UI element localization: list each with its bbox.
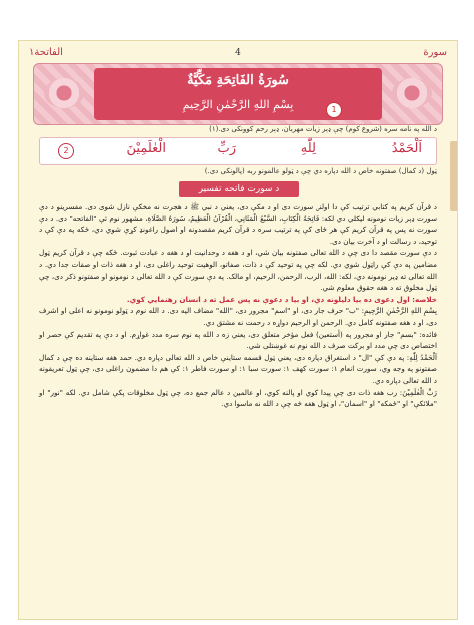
paragraph: بِسْمِ اللهِ الرَّحْمٰنِ الرَّحِيمِ: "ب" حرف جار دی، او "اسم" مجرور دی، "الله" مضاف الیه دی. د الله نوم د ټولو نومونو نه اعلی او اشرف دی، او د هغه صفتونه کامل دي. الرحمن او الرحیم دواړه د رحمت نه مشتق دي. (39, 306, 437, 327)
verse-word-2: لِلّٰهِ (300, 141, 316, 156)
running-head (29, 47, 447, 63)
ornament-left-icon (44, 78, 84, 108)
quran-page (18, 40, 458, 620)
paragraph: د دې سورت مقصد دا دی چې د الله تعالی صفتونه بیان شي، او د هغه د وحدانیت او د هغه د عبادت ثبوت. ځکه چې د قرآن کريم ټول مضامين په دې کې راټول شوي دي. لکه چې په توحید کې د ذات، صفاتو، الوهيت توحيد راغلی دی، او د هغه ذات او صفات جدا دي. د الله تعالی ته ډير نومونه دي، لکه: الله، الرب، الرحمن، الرحیم، او مالک. په دې سورت کې د الله تعالی د نومونو او صفتونو ذکر دی، چې ټول مخلوق ته د هغه حقوق معلوم شي. (39, 248, 437, 293)
surah-title: سُورَةُ الفَاتِحَةِ مَكِّيَّةٌ (187, 73, 289, 88)
verse-word-3: رَبِّ (217, 141, 236, 156)
running-head-surah: سورة (423, 47, 447, 58)
tafsir-body (39, 201, 437, 605)
paragraph-summary: خلاصه: اول دعوی ده بيا دليلونه دي، او بيا د دعوې نه پس عمل ته د انسان رهنمایي کوي. (126, 294, 437, 304)
translation-line-1: د الله په نامه سره (شروع کوم) چې ډېر زيات مهربان، ډېر رحم کوونکی دی.(١) (209, 125, 437, 133)
verse-number: 2 (58, 143, 74, 159)
paragraph: د قرآن کريم په کتابي ترتيب کې دا اولنۍ سورت دی او د مکې دی، يعني د نبي ﷺ د هجرت نه مخکې نازل شوی دی. مفسرينو د دې سورت ډېر زيات نومونه ليکلي دي لکه: فَاتِحَةُ الْكِتَابِ، السَّبْعُ الْمَثَانِي، الْقُرْآنُ الْعَظِيمُ، سُورَةُ الصَّلَاةِ، مشهور نوم ئې "الفاتحه" دی. د دې سورت نه پس په قرآن کريم کې هر ځای کې په ترتیب سره د قرآن کريم مقصدونه او اصول راغونډ کړې شوي دي، ځکه په دې کې د توحید، د رسالت او د آخرت بیان دی. (39, 202, 437, 246)
paragraph: فائده: "بسم" جار او مجرور په (أستعين) فعل مؤخر متعلق دی، يعني زه د الله په نوم سره مدد غواړم. او د دې په تقدیم کې حصر او اختصاص دی چې مدد او برکت صرف د الله نوم نه غوښتلی شي. (39, 329, 437, 351)
translation-line-2: ټول (د کمال) صفتونه خاص د الله دپاره دي چې د ټولو عالمونو ربه (پالونکی دی.) (204, 167, 437, 175)
paragraph: اَلْحَمْدُ لِلّٰهِ: په دې کې "ال" د استغراق دپاره دی، يعني ټول قسمه ستاینې خاص د الله تعالی دپاره دي. حمد هغه ستاینه ده چې د کمال صفتونو په وجه وي، سورت انعام ١: سورت کهف ١: سورت سبا ١: او سورت فاطر ١: کې هم دا مضمون راغلی دی، چې ټول تعریفونه د الله تعالی دپاره دي. (39, 352, 437, 385)
surah-banner (33, 63, 443, 125)
ornament-right-icon (392, 78, 432, 108)
paragraph: رَبِّ الْعٰلَمِيْنَ: رب هغه ذات دی چې پیدا کوي او پالنه کوي، او عالمين د عالم جمع ده، چې ټول مخلوقات پکې شامل دي. لکه "نور" او "ملائکې" او "ځمکه" او "اسمان"، او ټول هغه څه چې د الله نه ماسوا دي. (39, 387, 437, 409)
side-tab (450, 141, 458, 211)
verse-word-4: الْعٰلَمِيْنَ (126, 141, 166, 156)
running-head-name: الفاتحة١ (29, 47, 63, 58)
page-number: 4 (235, 48, 241, 58)
section-title: د سورت فاتحه تفسیر (179, 181, 299, 197)
verse-box (39, 137, 437, 165)
basmala: بِسْمِ اللهِ الرَّحْمٰنِ الرَّحِيمِ (182, 98, 294, 111)
verse-word-1: اَلْحَمْدُ (391, 141, 422, 156)
verse-number-badge: 1 (326, 102, 342, 118)
